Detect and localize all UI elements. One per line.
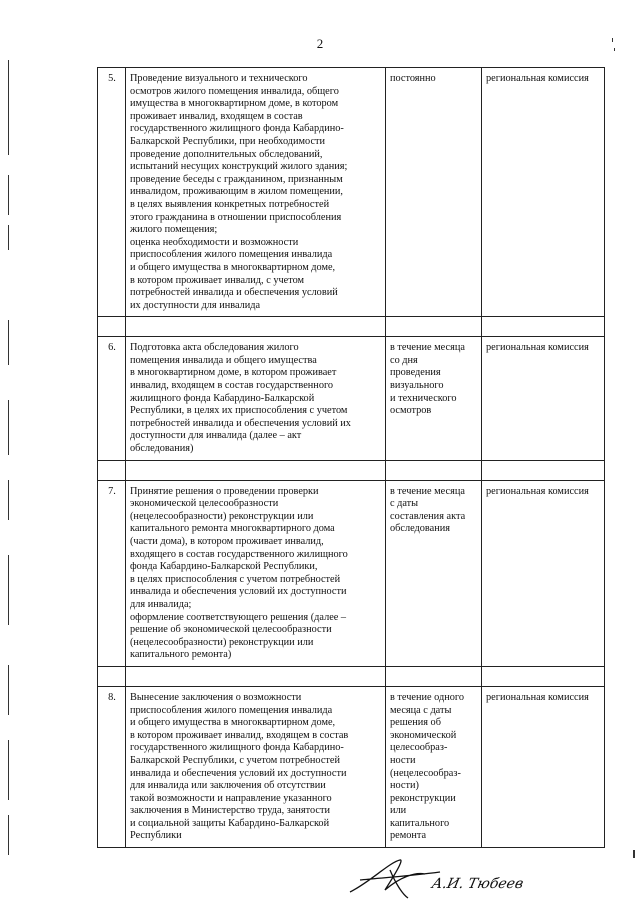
term-cell — [386, 337, 482, 460]
measures-table — [97, 67, 605, 848]
term-line: в течение одного — [390, 691, 465, 703]
action-line: Подготовка акта обследования жилого — [130, 342, 299, 354]
signature-name: А.И. Тюбеев — [430, 876, 525, 892]
action-line: и общего имущества в многоквартирном доме, — [130, 717, 336, 729]
action-line: в целях выявления конкретных потребностей — [130, 198, 330, 210]
separator-cell — [482, 666, 605, 686]
action-line: входящего в состав государственного жилищного — [130, 548, 348, 560]
action-line: экономической целесообразности — [130, 498, 279, 510]
term-line: (нецелесообраз- — [390, 767, 461, 779]
action-line: проведение дополнительных обследований, — [130, 148, 323, 160]
responsible-cell: региональная комиссия — [482, 480, 605, 666]
action-line: потребностей инвалида и обеспечения условий — [130, 287, 338, 299]
action-line: Республики — [130, 830, 182, 842]
action-line: в котором проживает инвалид, с учетом — [130, 274, 305, 286]
action-line: оценка необходимости и возможности — [130, 236, 299, 248]
term-line: составления акта — [390, 510, 466, 522]
term-cell — [386, 480, 482, 666]
action-line: проведение беседы с гражданином, признанным — [130, 173, 343, 185]
row-number: 7. — [98, 480, 126, 666]
row-separator — [98, 317, 605, 337]
action-line: имущества в многоквартирном доме, в котором — [130, 98, 339, 110]
separator-cell — [126, 317, 386, 337]
table-row — [98, 480, 605, 666]
action-cell — [126, 337, 386, 460]
term-line: ности) — [390, 780, 419, 792]
action-line: приспособления жилого помещения инвалида — [130, 249, 333, 261]
action-line: этого гражданина в отношении приспособления — [130, 211, 342, 223]
action-line: решение об экономической целесообразности — [130, 624, 332, 636]
responsible-cell: региональная комиссия — [482, 686, 605, 847]
action-line: (нецелесообразности) реконструкции или — [130, 510, 314, 522]
responsible-cell: региональная комиссия — [482, 337, 605, 460]
action-line: инвалидом, проживающим в жилом помещении, — [130, 186, 344, 198]
row-separator — [98, 460, 605, 480]
term-line: осмотров — [390, 405, 432, 417]
separator-cell — [482, 317, 605, 337]
action-line: Принятие решения о проведении проверки — [130, 485, 319, 497]
term-line: или — [390, 805, 407, 817]
action-line: в многоквартирном доме, в котором проживает — [130, 367, 337, 379]
separator-cell — [386, 460, 482, 480]
action-line: Проведение визуального и технического — [130, 73, 308, 84]
term-line: визуального — [390, 380, 444, 392]
separator-cell — [126, 666, 386, 686]
action-cell — [126, 68, 386, 317]
term-line: в течение месяца — [390, 485, 465, 497]
action-cell — [126, 686, 386, 847]
action-cell — [126, 480, 386, 666]
term-cell — [386, 686, 482, 847]
separator-cell — [98, 460, 126, 480]
action-line: помещения инвалида и общего имущества — [130, 354, 317, 366]
row-number: 8. — [98, 686, 126, 847]
responsible-cell: региональная комиссия — [482, 68, 605, 317]
action-line: приспособления жилого помещения инвалида — [130, 704, 333, 716]
separator-cell — [98, 666, 126, 686]
separator-cell — [98, 317, 126, 337]
action-line: испытаний несущих конструкций жилого здания; — [130, 161, 348, 173]
action-line: инвалида и обеспечения условий их доступности — [130, 586, 347, 598]
action-line: Республики, в целях их приспособления с учетом — [130, 405, 348, 417]
row-number: 6. — [98, 337, 126, 460]
action-line: такой возможности и направление указанного — [130, 792, 332, 804]
term-line: капитального — [390, 817, 450, 829]
action-line: в котором проживает инвалид, входящем в состав — [130, 729, 349, 741]
separator-cell — [386, 666, 482, 686]
action-line: (части дома), в котором проживает инвалид, — [130, 536, 324, 547]
term-line: постоянно — [390, 73, 436, 84]
separator-cell — [482, 460, 605, 480]
table-row — [98, 686, 605, 847]
term-line: обследования — [390, 523, 450, 535]
action-line: в целях приспособления с учетом потребностей — [130, 573, 341, 585]
action-line: Балкарской Республики, при необходимости — [130, 135, 326, 147]
action-line: капитального ремонта) — [130, 649, 232, 661]
term-line: ности — [390, 754, 416, 766]
action-line: их доступности для инвалида — [130, 299, 261, 311]
action-line: оформление соответствующего решения (далее – — [130, 611, 347, 623]
term-line: и технического — [390, 392, 457, 404]
action-line: Балкарской Республики, с учетом потребностей — [130, 754, 340, 766]
row-separator — [98, 666, 605, 686]
action-line: заключения в Министерство труда, занятости — [130, 805, 330, 817]
action-line: инвалид, входящем в состав государственного — [130, 380, 334, 392]
term-line: решения об — [390, 717, 441, 729]
table-row — [98, 337, 605, 460]
action-line: для инвалида; — [130, 598, 192, 610]
action-line: для инвалида или заключения об отсутствии — [130, 780, 326, 792]
table-row — [98, 68, 605, 317]
row-number: 5. — [98, 68, 126, 317]
term-line: проведения — [390, 367, 441, 379]
action-line: государственного жилищного фонда Кабардино- — [130, 123, 344, 135]
term-line: ремонта — [390, 830, 427, 842]
term-line: месяца с даты — [390, 704, 452, 716]
action-line: фонда Кабардино-Балкарской Республики, — [130, 561, 318, 573]
page-number: 2 — [316, 36, 324, 51]
action-line: (нецелесообразности) реконструкции или — [130, 636, 314, 648]
action-line: обследования) — [130, 443, 194, 455]
term-cell — [386, 68, 482, 317]
action-line: капитального ремонта многоквартирного дома — [130, 523, 335, 535]
action-line: государственного жилищного фонда Кабардино- — [130, 742, 344, 754]
term-line: целесообраз- — [390, 742, 448, 754]
action-line: инвалида и обеспечения условий их доступности — [130, 767, 347, 779]
action-line: Вынесение заключения о возможности — [130, 691, 302, 703]
action-line: жилого помещения; — [130, 224, 218, 236]
action-line: доступности для инвалида (далее – акт — [130, 430, 302, 442]
term-line: со дня — [390, 354, 418, 366]
separator-cell — [386, 317, 482, 337]
action-line: проживает инвалид, входящем в состав — [130, 110, 303, 122]
term-line: экономической — [390, 729, 457, 741]
term-line: реконструкции — [390, 792, 456, 804]
action-line: и общего имущества в многоквартирном доме, — [130, 261, 336, 273]
term-line: с даты — [390, 498, 419, 510]
term-line: в течение месяца — [390, 342, 465, 354]
action-line: осмотров жилого помещения инвалида, общего — [130, 85, 339, 97]
action-line: потребностей инвалида и обеспечения условий их — [130, 417, 351, 429]
action-line: жилищного фонда Кабардино-Балкарской — [130, 392, 315, 404]
separator-cell — [126, 460, 386, 480]
action-line: и социальной защиты Кабардино-Балкарской — [130, 817, 330, 829]
